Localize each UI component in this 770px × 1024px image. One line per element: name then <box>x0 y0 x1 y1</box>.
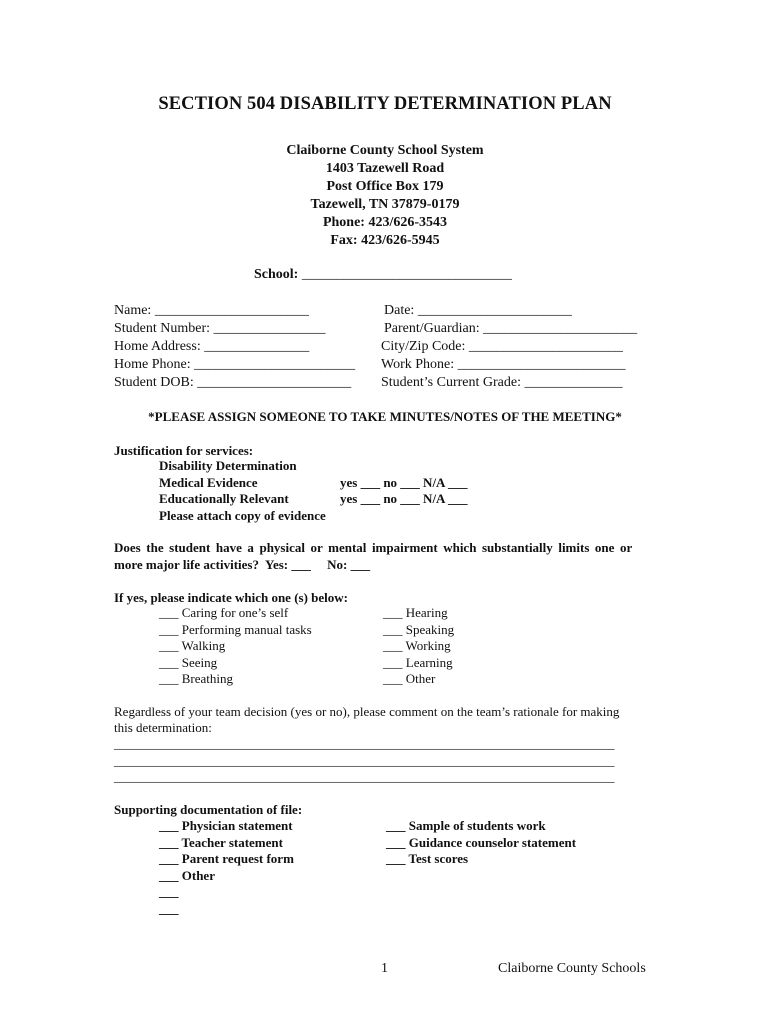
page-title: SECTION 504 DISABILITY DETERMINATION PLAN <box>158 94 612 114</box>
name-field: Name: ______________________ <box>114 303 309 318</box>
parent-guardian-field: Parent/Guardian: ______________________ <box>384 321 638 336</box>
doc-physician-statement: ___ Physician statement <box>159 818 293 833</box>
doc-teacher-statement: ___ Teacher statement <box>159 834 283 850</box>
student-number-field: Student Number: ________________ <box>114 321 326 336</box>
activity-speaking: ___ Speaking <box>383 621 455 637</box>
district-name: Claiborne County School System <box>286 143 484 158</box>
school-label: School: <box>254 267 299 282</box>
city-state-zip: Tazewell, TN 37879-0179 <box>310 197 460 212</box>
activity-hearing: ___ Hearing <box>383 605 448 620</box>
medical-evidence-options: yes ___ no ___ N/A ___ <box>340 474 468 490</box>
work-phone-field: Work Phone: ________________________ <box>381 357 626 372</box>
educational-relevance-options: yes ___ no ___ N/A ___ <box>340 491 468 506</box>
doc-test-scores: ___ Test scores <box>386 851 469 866</box>
page-number: 1 <box>381 961 388 976</box>
rationale-blank-line: _____________________________________________________________________________ <box>114 736 615 751</box>
justification-item-medical: Medical Evidence <box>159 474 258 490</box>
school-blank: ______________________________ <box>301 267 512 282</box>
rationale-blank-line: _____________________________________________________________________________ <box>114 769 615 784</box>
activity-manual-tasks: ___ Performing manual tasks <box>159 621 312 637</box>
date-field: Date: ______________________ <box>384 303 572 318</box>
minutes-notice: *PLEASE ASSIGN SOMEONE TO TAKE MINUTES/NOTES OF THE MEETING* <box>148 409 622 424</box>
rationale-prompt-line2: this determination: <box>114 720 212 735</box>
footer-org: Claiborne County Schools <box>498 961 646 976</box>
po-box: Post Office Box 179 <box>326 179 444 194</box>
home-phone-field: Home Phone: _______________________ <box>114 357 356 372</box>
phone-number: Phone: 423/626-3543 <box>322 215 448 230</box>
doc-blank: ___ <box>159 900 179 916</box>
doc-work-sample: ___ Sample of students work <box>386 818 546 833</box>
activity-learning: ___ Learning <box>383 654 453 670</box>
school-field <box>254 267 512 283</box>
justification-item-educational: Educationally Relevant <box>159 491 289 506</box>
doc-guidance-statement: ___ Guidance counselor statement <box>386 834 577 850</box>
activity-walking: ___ Walking <box>159 638 226 653</box>
district-address-block <box>0 142 770 250</box>
activity-working: ___ Working <box>383 638 451 653</box>
fax-number: Fax: 423/626-5945 <box>330 233 440 248</box>
student-dob-field: Student DOB: ______________________ <box>114 375 352 390</box>
doc-parent-request: ___ Parent request form <box>159 851 294 866</box>
student-info-left <box>114 302 355 392</box>
student-info-right <box>381 302 637 392</box>
doc-other: ___ Other <box>159 867 215 883</box>
justification-options <box>340 475 467 508</box>
justification-heading: Justification for services: <box>114 443 254 458</box>
supporting-docs-right <box>386 818 576 868</box>
justification-item-disability: Disability Determination <box>159 458 297 473</box>
activities-heading: If yes, please indicate which one (s) below: <box>114 590 348 605</box>
activity-other: ___ Other <box>383 671 436 686</box>
street-address: 1403 Tazewell Road <box>325 161 445 176</box>
justification-item-attach: Please attach copy of evidence <box>159 507 326 523</box>
activities-right-list <box>383 605 454 688</box>
activity-seeing: ___ Seeing <box>159 654 218 670</box>
justification-labels <box>159 458 326 524</box>
current-grade-field: Student’s Current Grade: ______________ <box>381 375 623 390</box>
activity-caring: ___ Caring for one’s self <box>159 605 289 620</box>
city-zip-field: City/Zip Code: ______________________ <box>381 339 623 354</box>
rationale-prompt-line1: Regardless of your team decision (yes or no), please comment on the team’s rationale for making <box>114 704 620 719</box>
supporting-docs-left <box>159 818 294 917</box>
doc-blank: ___ <box>159 884 179 899</box>
impairment-question-line2: more major life activities? Yes: ___ No: ___ <box>114 557 371 572</box>
rationale-blank-line: _____________________________________________________________________________ <box>114 752 615 768</box>
activity-breathing: ___ Breathing <box>159 671 234 686</box>
supporting-docs-heading: Supporting documentation of file: <box>114 802 303 817</box>
impairment-question-line1: Does the student have a physical or mental impairment which substantially limits one or <box>114 540 633 555</box>
activities-left-list <box>159 605 312 688</box>
home-address-field: Home Address: _______________ <box>114 339 310 354</box>
rationale-blank-lines <box>114 736 615 786</box>
